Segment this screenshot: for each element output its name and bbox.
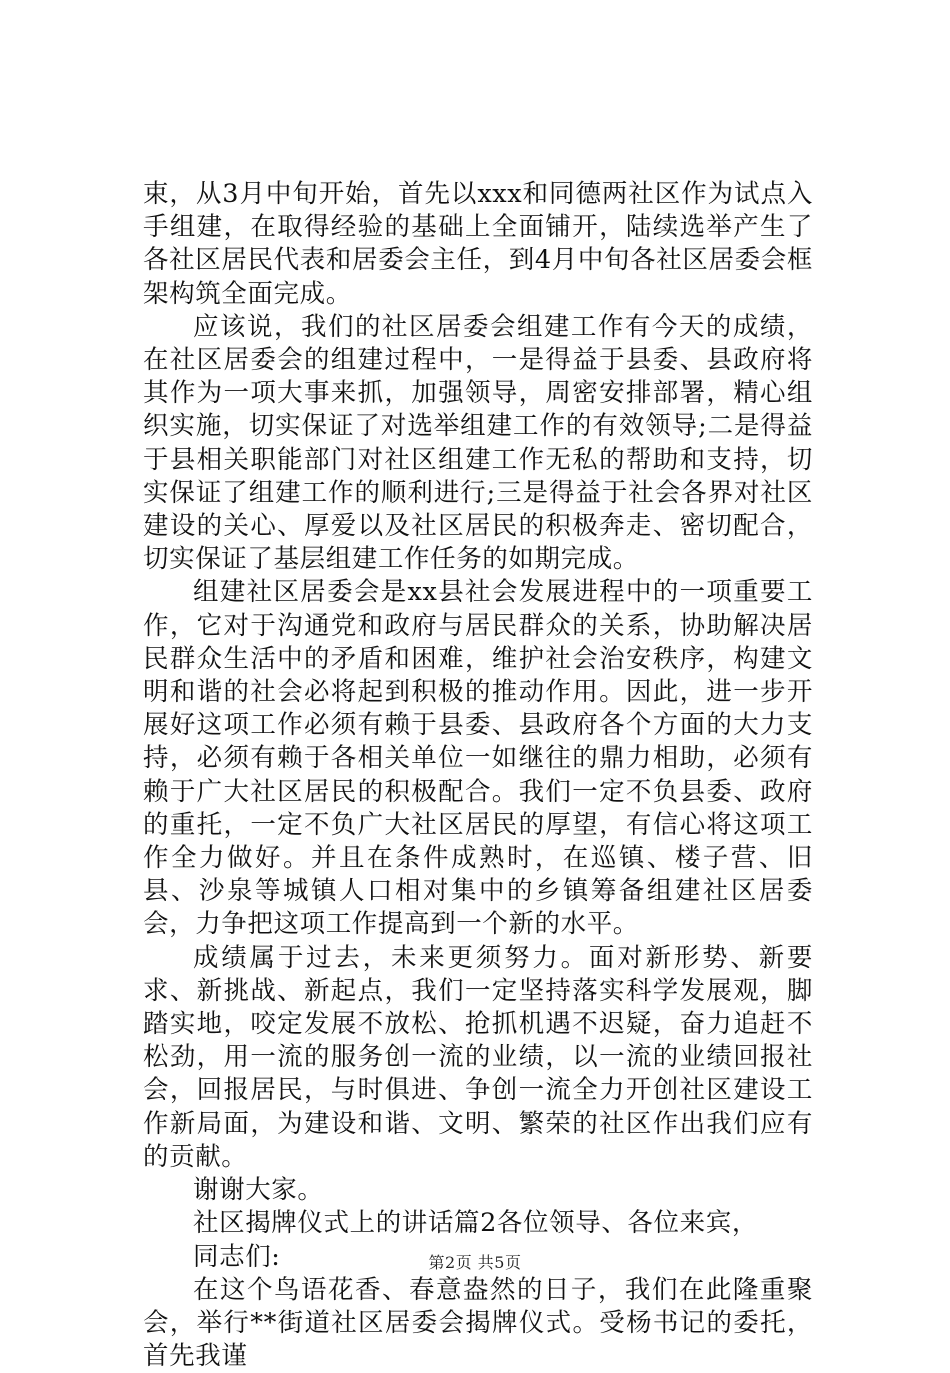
paragraph-4: 成绩属于过去，未来更须努力。面对新形势、新要求、新挑战、新起点，我们一定坚持落实科学发展观，脚踏实地，咬定发展不放松、抢抓机遇不迟疑，奋力追赶不松劲，用一流的服务创一流的业绩，以一流的业绩回报社会，回报居民，与时俱进、争创一流全力开创社区建设工作新局面，为建设和谐、文明、繁荣的社区作出我们应有的贡献。 bbox=[143, 942, 813, 1172]
paragraph-2: 应该说，我们的社区居委会组建工作有今天的成绩，在社区居委会的组建过程中，一是得益于县委、县政府将其作为一项大事来抓，加强领导，周密安排部署，精心组织实施，切实保证了对选举组建工作的有效领导;二是得益于县相关职能部门对社区组建工作无私的帮助和支持，切实保证了组建工作的顺利进行;三是得益于社会各界对社区建设的关心、厚爱以及社区居民的积极奔走、密切配合，切实保证了基层组建工作任务的如期完成。 bbox=[143, 311, 813, 575]
document-body bbox=[143, 178, 813, 1373]
paragraph-salutation: 同志们: bbox=[193, 1241, 281, 1272]
paragraph-speech-title: 社区揭牌仪式上的讲话篇2各位领导、各位来宾， bbox=[193, 1208, 758, 1239]
paragraph-8: 在这个鸟语花香、春意盎然的日子，我们在此隆重聚会，举行**街道社区居委会揭牌仪式。受杨书记的委托，首先我谨 bbox=[143, 1274, 813, 1372]
paragraph-1: 束，从3月中旬开始，首先以xxx和同德两社区作为试点入手组建，在取得经验的基础上全面铺开，陆续选举产生了各社区居民代表和居委会主任，到4月中旬各社区居委会框架构筑全面完成。 bbox=[143, 179, 813, 309]
paragraph-thanks: 谢谢大家。 bbox=[193, 1175, 324, 1206]
paragraph-3: 组建社区居委会是xx县社会发展进程中的一项重要工作，它对于沟通党和政府与居民群众的关系，协助解决居民群众生活中的矛盾和困难，维护社会治安秩序，构建文明和谐的社会必将起到积极的推动作用。因此，进一步开展好这项工作必须有赖于县委、县政府各个方面的大力支持，必须有赖于各相关单位一如继往的鼎力相助，必须有赖于广大社区居民的积极配合。我们一定不负县委、政府的重托，一定不负广大社区居民的厚望，有信心将这项工作全力做好。并且在条件成熟时，在巡镇、楼子营、旧县、沙泉等城镇人口相对集中的乡镇筹备组建社区居委会，力争把这项工作提高到一个新的水平。 bbox=[143, 577, 813, 940]
page-number-footer: 第2页 共5页 bbox=[428, 1253, 522, 1272]
